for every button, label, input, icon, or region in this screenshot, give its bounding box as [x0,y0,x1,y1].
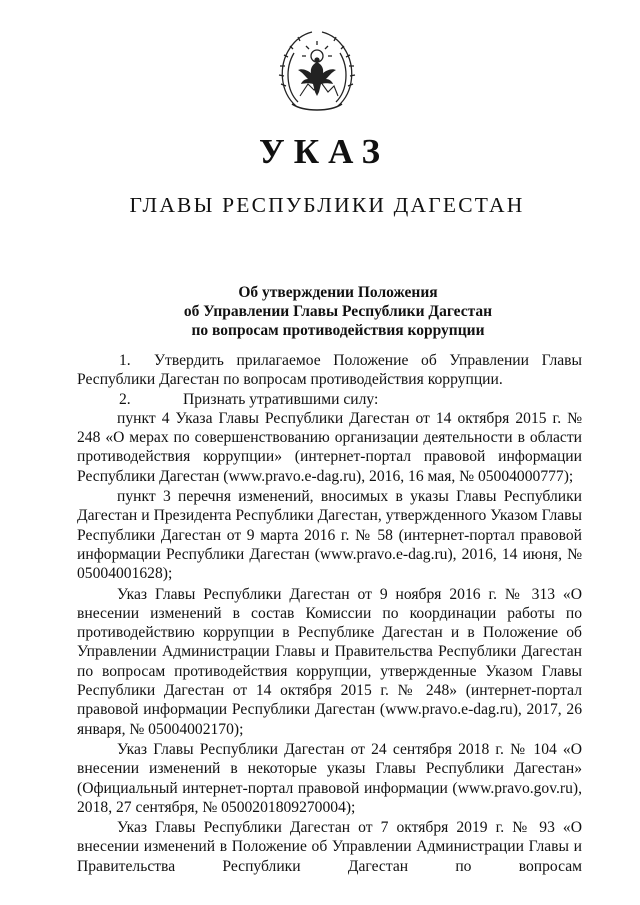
document-type-heading: УКАЗ [259,132,389,171]
title-line: об Управлении Главы Республики Дагестан [183,303,493,320]
item-text: Признать утратившими силу: [183,390,379,408]
dagestan-coat-of-arms-icon [274,26,360,116]
title-line: по вопросам противодействия коррупции [191,322,485,339]
item-text: Утвердить прилагаемое Положение об Управлении Главы Республики Дагестан по вопросам противодействия коррупции. [77,352,582,389]
document-body [77,351,582,876]
repealed-act-paragraph: пункт 3 перечня изменений, вносимых в указы Главы Республики Дагестан и Президента Республики Дагестан, утвержденного Указом Главы Республики Дагестан от 9 марта 2016 г. № 58 (интернет-портал правовой информации Республики Дагестан (www.pravo.e-dag.ru), 2016, 14 июня, № 05004001628); [77,488,582,583]
numbered-item [77,390,582,409]
title-line: Об утверждении Положения [238,284,438,301]
repealed-act-paragraph: Указ Главы Республики Дагестан от 24 сентября 2018 г. № 104 «О внесении изменений в некоторые указы Главы Республики Дагестан» (Официальный интернет-портал правовой информации (www.pravo.gov.ru), 2018, 27 сентября, № 0500201809270004); [77,740,582,816]
item-number: 1. [119,352,131,369]
issuer-heading: ГЛАВЫ РЕСПУБЛИКИ ДАГЕСТАН [129,193,525,217]
repealed-act-paragraph: Указ Главы Республики Дагестан от 7 октября 2019 г. № 93 «О внесении изменений в Положение об Управлении Администрации Главы и Правительства Республики Дагестан по вопросам [77,819,582,875]
numbered-item [77,351,582,390]
repealed-act-paragraph: пункт 4 Указа Главы Республики Дагестан от 14 октября 2015 г. № 248 «О мерах по совершенствованию организации деятельности в области противодействия коррупции» (интернет-портал правовой информации Республики Дагестан (www.pravo.e-dag.ru), 2016, 16 мая, № 05004000777); [77,409,582,485]
document-title [0,283,640,340]
item-number: 2. [119,390,131,408]
repealed-act-paragraph: Указ Главы Республики Дагестан от 9 ноября 2016 г. № 313 «О внесении изменений в состав Комиссии по координации работы по противодействию коррупции в Республике Дагестан и в Положение об Управлении Администрации Главы и Правительства Республики Дагестан по вопросам противодействия коррупции, утвержденные Указом Главы Республики Дагестан от 14 октября 2015 г. № 248» (интернет-портал правовой информации Республики Дагестан (www.pravo.e-dag.ru), 2017, 26 января, № 05004002170); [77,585,582,738]
